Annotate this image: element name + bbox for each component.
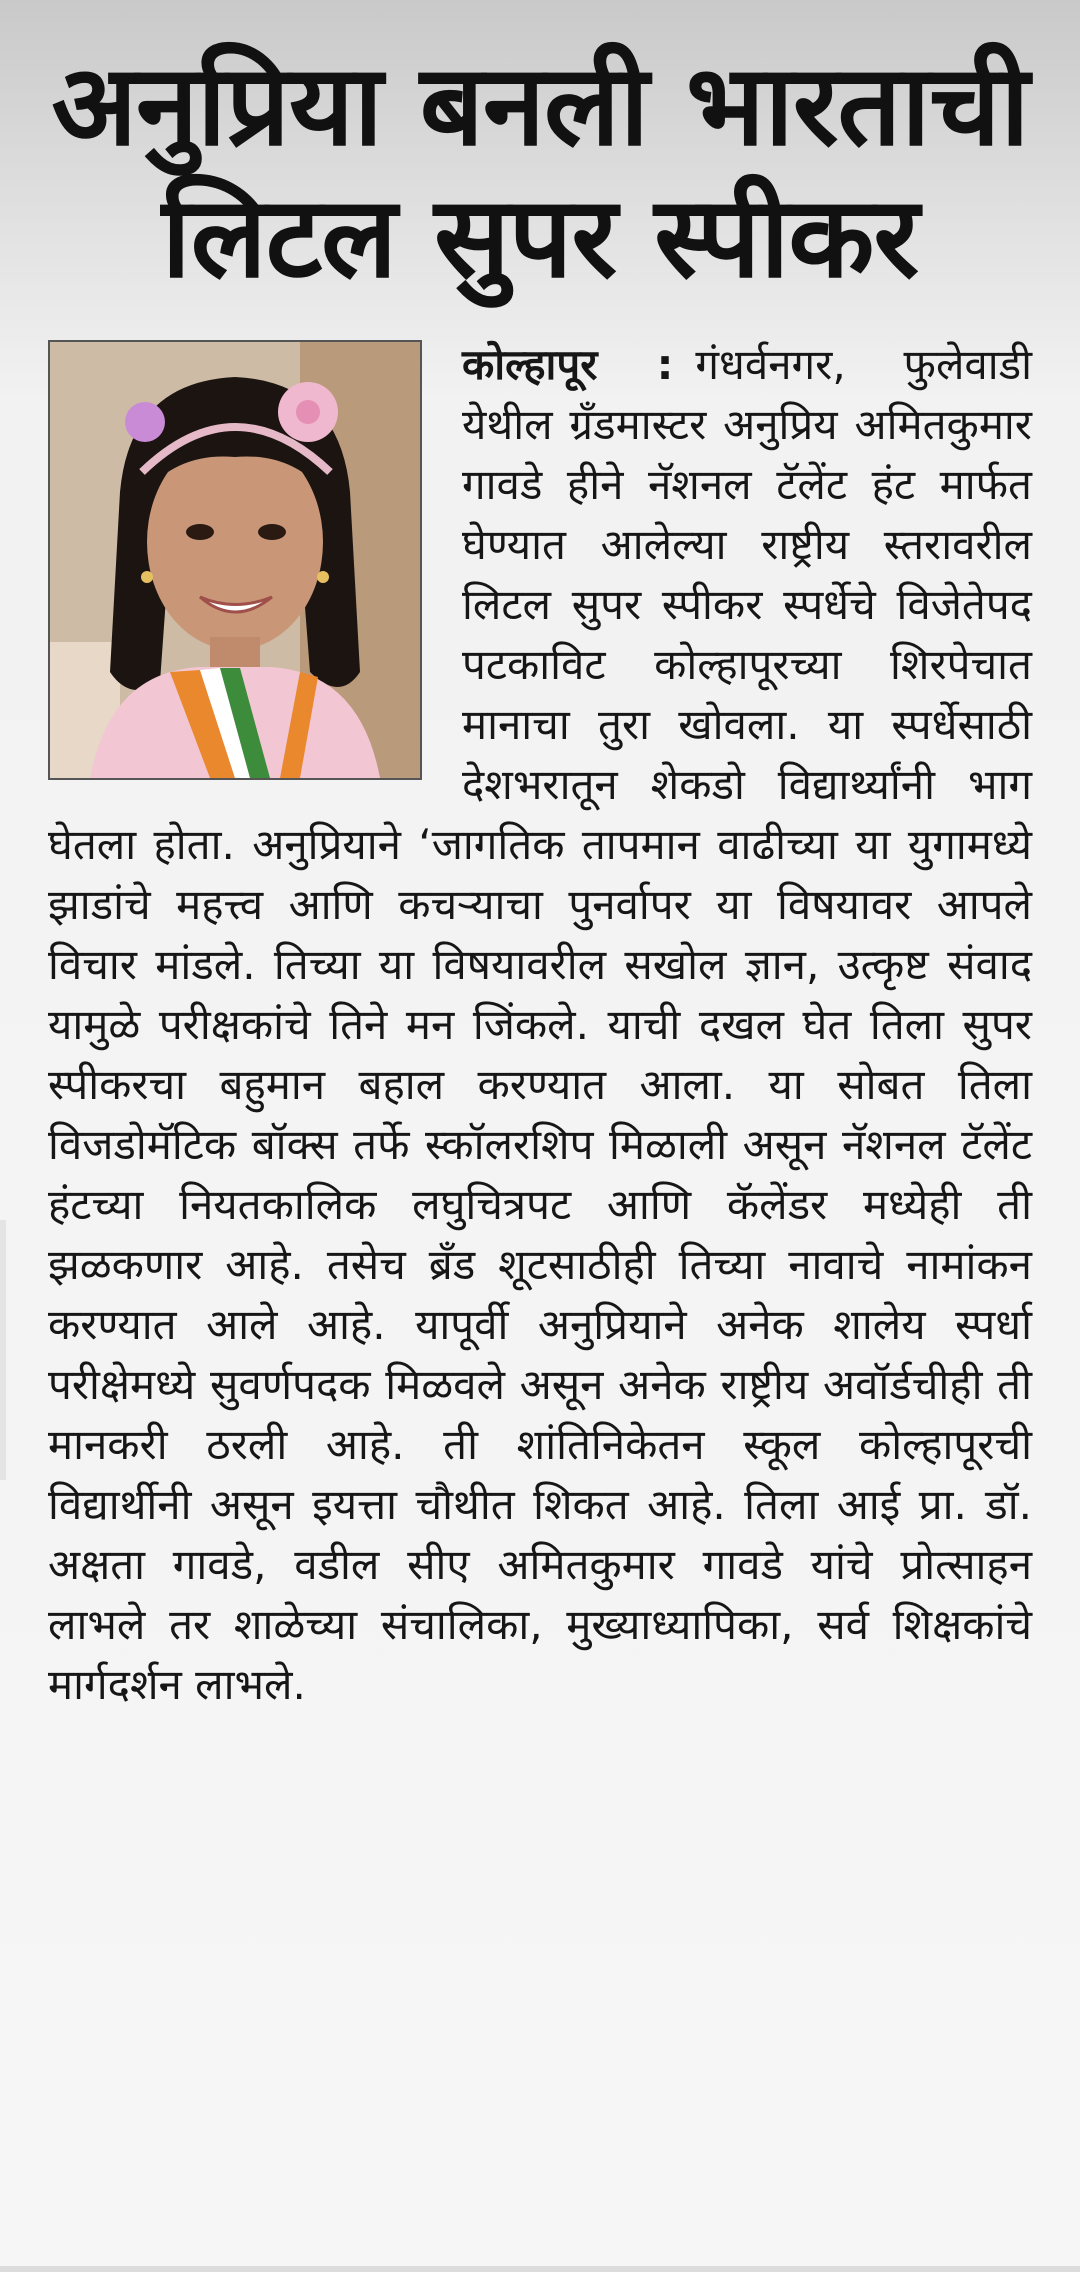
bottom-edge [0, 2266, 1080, 2272]
headline-line-1: अनुप्रिया बनली भारताची [51, 41, 1029, 171]
article-body [48, 335, 1032, 1715]
dateline: कोल्हापूर : [462, 340, 674, 389]
portrait-photo [48, 340, 422, 780]
headline-line-2: लिटल सुपर स्पीकर [161, 173, 919, 303]
article-text: गंधर्वनगर, फुलेवाडी येथील ग्रँडमास्टर अनुप्रिय अमितकुमार गावडे हीने नॅशनल टॅलेंट हंट मार्फत घेण्यात आलेल्या राष्ट्रीय स्तरावरील लिटल सुपर स्पीकर स्पर्धेचे विजेतेपद पटकाविट कोल्हापूरच्या शिरपेचात मानाचा तुरा खोवला. या स्पर्धेसाठी देशभरातून शेकडो विद्यार्थ्यांनी भाग घेतला होता. अनुप्रियाने ‘जागतिक तापमान वाढीच्या या युगामध्ये झाडांचे महत्त्व आणि कचऱ्याचा पुनर्वापर या विषयावर आपले विचार मांडले. तिच्या या विषयावरील सखोल ज्ञान, उत्कृष्ट संवाद यामुळे परीक्षकांचे तिने मन जिंकले. याची दखल घेत तिला सुपर स्पीकरचा बहुमान बहाल करण्यात आला. या सोबत तिला विजडोमॅटिक बॉक्स तर्फे स्कॉलरशिप मिळाली असून नॅशनल टॅलेंट हंटच्या नियतकालिक लघुचित्रपट आणि कॅलेंडर मध्येही ती झळकणार आहे. तसेच ब्रँड शूटसाठीही तिच्या नावाचे नामांकन करण्यात आले आहे. यापूर्वी अनुप्रियाने अनेक शालेय स्पर्धा परीक्षेमध्ये सुवर्णपदक मिळवले असून अनेक राष्ट्रीय अवॉर्डचीही ती मानकरी ठरली आहे. ती शांतिनिकेतन स्कूल कोल्हापूरची विद्यार्थीनी असून इयत्ता चौथीत शिकत आहे. तिला आई प्रा. डॉ. अक्षता गावडे, वडील सीए अमितकुमार गावडे यांचे प्रोत्साहन लाभले तर शाळेच्या संचालिका, मुख्याध्यापिका, सर्व शिक्षकांचे मार्गदर्शन लाभले. [48, 340, 1032, 1709]
girl-portrait-image [50, 342, 420, 778]
page-edge-shadow [0, 1220, 6, 1480]
headline [0, 40, 1080, 304]
